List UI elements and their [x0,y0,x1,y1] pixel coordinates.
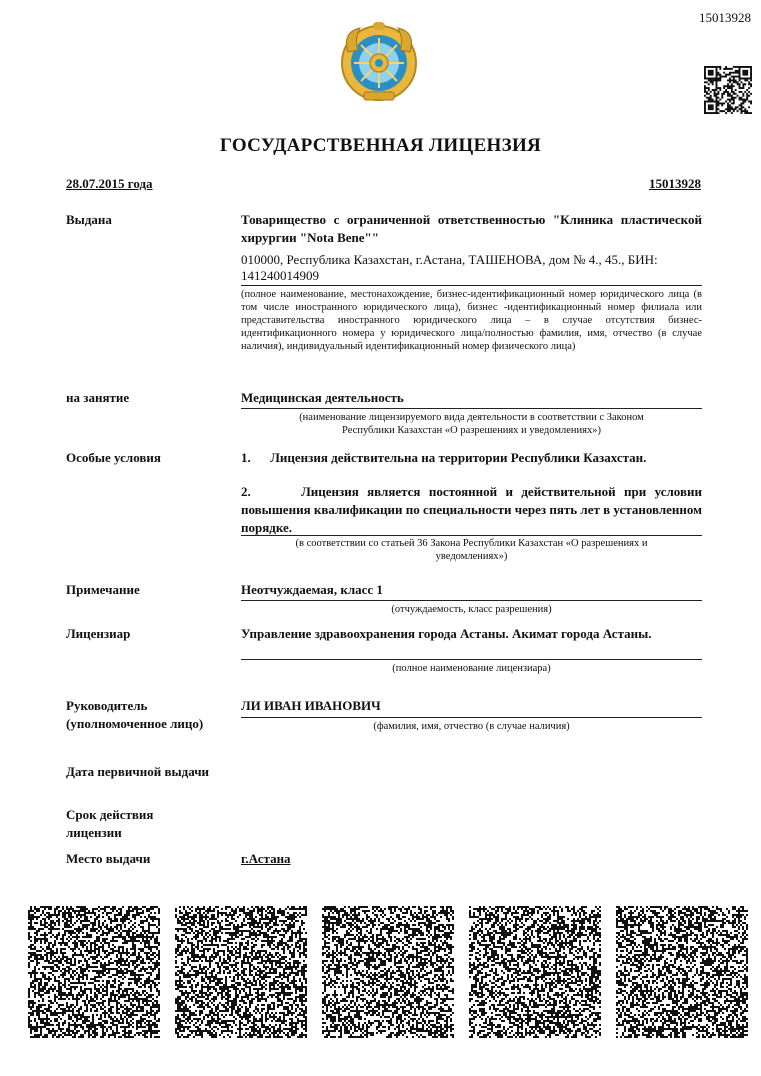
head-name: ЛИ ИВАН ИВАНОВИЧ [241,698,381,713]
qr-code-5-icon [616,906,748,1038]
document-title: ГОСУДАРСТВЕННАЯ ЛИЦЕНЗИЯ [219,135,542,156]
place-label: Место выдачи [66,851,151,866]
first-issue-label: Дата первичной выдачи [66,764,210,779]
qr-code-2-icon [175,906,307,1038]
validity-label-2: лицензии [66,825,122,840]
licensee-name: Товарищество с ограниченной ответственностью "Клиника пластической хирургии "Nota Bene"" [241,212,702,245]
state-emblem-icon [340,22,418,104]
divider [241,408,702,409]
licensee-caption: (полное наименование, местонахождение, бизнес-идентификационный номер юридического лица (в том числе иностранного юридического лица), бизнес -идентификационный номер филиала или представительства иностранного юридического лица – в случае отсутствия бизнес-идентификационного номера у юридического лица/полностью фамилия, имя, отчество (в случае наличия), индивидуальный идентификационный номер физического лица) [241,289,702,352]
qr-code-4-icon [469,906,601,1038]
conditions-caption-2: уведомлениях») [435,551,508,562]
validity-label-1: Срок действия [66,807,154,822]
condition-item-1: 1. Лицензия действительна на территории Республики Казахстан. [241,450,647,465]
licensor-label: Лицензиар [66,626,131,641]
note-caption: (отчуждаемость, класс разрешения) [391,604,552,615]
activity-value: Медицинская деятельность [241,390,404,405]
doc-number-top: 15013928 [699,10,751,25]
license-number: 15013928 [649,176,701,191]
issue-date: 28.07.2015 года [66,176,153,191]
activity-caption-2: Республики Казахстан «О разрешениях и уведомлениях») [342,425,601,436]
divider [241,659,702,660]
divider [241,285,702,286]
condition-item-2: 2. Лицензия является постоянной и действительной при условии повышения квалификации по специальности через пять лет в установленном порядке. [241,484,706,535]
conditions-caption-1: (в соответствии со статьей 36 Закона Республики Казахстан «О разрешениях и [295,538,648,549]
qr-code-small-icon [704,66,752,114]
divider [241,535,702,536]
head-label-1: Руководитель [66,698,148,713]
note-label: Примечание [66,582,140,597]
qr-code-3-icon [322,906,454,1038]
activity-caption-1: (наименование лицензируемого вида деятельности в соответствии с Законом [299,412,644,423]
head-caption: (фамилия, имя, отчество (в случае наличия) [373,721,570,732]
place-value: г.Астана [241,851,291,866]
head-label-2: (уполномоченное лицо) [66,716,204,731]
activity-label: на занятие [66,390,130,405]
conditions-label: Особые условия [66,450,161,465]
divider [241,717,702,718]
qr-code-1-icon [28,906,160,1038]
note-value: Неотчуждаемая, класс 1 [241,582,383,597]
licensor-value: Управление здравоохранения города Астаны. Акимат города Астаны. [241,626,652,641]
licensor-caption: (полное наименование лицензиара) [392,663,551,674]
divider [241,600,702,601]
issued-label: Выдана [66,212,112,227]
licensee-address: 010000, Республика Казахстан, г.Астана, ТАШЕНОВА, дом № 4., 45., БИН: 141240014909 [241,252,658,283]
